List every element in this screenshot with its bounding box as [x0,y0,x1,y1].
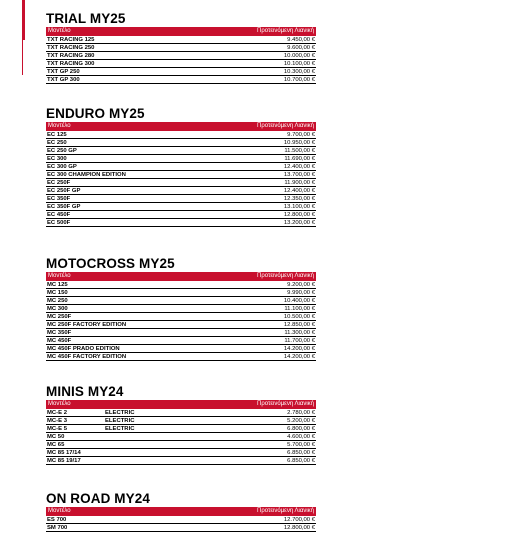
model-price: 14.200,00 € [283,346,315,352]
model-name: MC-E 5 [47,426,67,432]
table-row [46,409,316,417]
table-row [46,297,316,305]
model-price: 12.800,00 € [283,212,315,218]
column-header-model: Μοντέλο [48,28,71,34]
model-name: SM 700 [47,525,68,531]
model-name: MC 85 19/17 [47,458,81,464]
model-name: MC 85 17/14 [47,450,81,456]
table-header [46,507,316,516]
table-header [46,27,316,36]
section-2 [46,256,316,361]
table-row [46,179,316,187]
table-row [46,36,316,44]
table-row [46,219,316,227]
model-price: 4.600,00 € [287,434,315,440]
table-row [46,52,316,60]
model-name: TXT RACING 300 [47,61,95,67]
model-price: 11.500,00 € [284,148,315,154]
column-header-price: Προτεινόμενη Λιανική [257,273,314,279]
model-name: TXT GP 250 [47,69,80,75]
table-row [46,417,316,425]
column-header-price: Προτεινόμενη Λιανική [257,28,314,34]
model-name: MC 450F [47,338,72,344]
model-price: 10.400,00 € [283,298,315,304]
model-price: 6.850,00 € [287,450,315,456]
section-title: MOTOCROSS MY25 [46,256,175,271]
section-title: MINIS MY24 [46,384,124,399]
table-row [46,131,316,139]
section-0 [46,11,316,84]
model-name: EC 250F [47,180,71,186]
model-name: EC 250 GP [47,148,77,154]
model-name: EC 300 GP [47,164,77,170]
model-name: EC 125 [47,132,67,138]
model-price: 13.100,00 € [283,204,315,210]
column-header-model: Μοντέλο [48,401,71,407]
model-price: 13.200,00 € [283,220,315,226]
table-row [46,516,316,524]
column-header-model: Μοντέλο [48,123,71,129]
model-name: TXT RACING 250 [47,45,95,51]
model-price: 5.700,00 € [287,442,315,448]
table-header [46,122,316,131]
column-header-price: Προτεινόμενη Λιανική [257,508,314,514]
table-header [46,400,316,409]
table-row [46,211,316,219]
model-name: ES 700 [47,517,67,523]
table-header [46,272,316,281]
model-name: EC 300 [47,156,67,162]
table-row [46,139,316,147]
model-name: MC 350F [47,330,72,336]
model-price: 12.350,00 € [283,196,315,202]
table-row [46,203,316,211]
section-title: TRIAL MY25 [46,11,126,26]
section-title: ON ROAD MY24 [46,491,150,506]
model-price: 2.780,00 € [287,410,315,416]
model-price: 6.850,00 € [287,458,315,464]
model-name: EC 250 [47,140,67,146]
table-row [46,313,316,321]
table-row [46,441,316,449]
model-type: ELECTRIC [105,410,135,416]
model-name: TXT GP 300 [47,77,80,83]
model-name: MC 250F [47,314,72,320]
table-row [46,163,316,171]
model-name: MC 250 [47,298,68,304]
table-row [46,60,316,68]
model-price: 11.900,00 € [284,180,315,186]
table-row [46,68,316,76]
table-row [46,281,316,289]
table-row [46,155,316,163]
model-price: 11.690,00 € [284,156,315,162]
model-name: MC 450F FACTORY EDITION [47,354,127,360]
model-price: 11.100,00 € [284,306,315,312]
model-price: 9.700,00 € [287,132,315,138]
model-price: 11.700,00 € [284,338,315,344]
model-name: MC 250F FACTORY EDITION [47,322,127,328]
table-row [46,425,316,433]
model-price: 12.800,00 € [283,525,315,531]
table-row [46,321,316,329]
table-row [46,76,316,84]
table-row [46,433,316,441]
model-price: 9.600,00 € [287,45,315,51]
table-row [46,289,316,297]
table-row [46,195,316,203]
model-name: EC 350F [47,196,71,202]
model-name: EC 300 CHAMPION EDITION [47,172,126,178]
model-name: MC 125 [47,282,68,288]
table-row [46,345,316,353]
model-name: MC 300 [47,306,68,312]
column-header-price: Προτεινόμενη Λιανική [257,401,314,407]
model-price: 10.000,00 € [283,53,315,59]
model-price: 9.450,00 € [287,37,315,43]
model-price: 10.100,00 € [283,61,315,67]
model-name: MC 65 [47,442,65,448]
table-row [46,329,316,337]
model-name: MC-E 2 [47,410,67,416]
model-price: 9.200,00 € [287,282,315,288]
model-price: 13.700,00 € [283,172,315,178]
model-price: 9.990,00 € [287,290,315,296]
model-price: 12.850,00 € [283,322,315,328]
model-price: 10.300,00 € [283,69,315,75]
section-4 [46,491,316,532]
section-3 [46,384,316,465]
model-name: MC 50 [47,434,65,440]
model-price: 10.500,00 € [283,314,315,320]
table-row [46,171,316,179]
table-row [46,305,316,313]
table-row [46,449,316,457]
table-row [46,353,316,361]
model-price: 6.800,00 € [287,426,315,432]
model-name: EC 350F GP [47,204,81,210]
table-row [46,524,316,532]
model-price: 12.700,00 € [283,517,315,523]
column-header-model: Μοντέλο [48,273,71,279]
model-name: MC 150 [47,290,68,296]
model-name: EC 450F [47,212,71,218]
model-price: 10.950,00 € [283,140,315,146]
model-price: 12.400,00 € [283,164,315,170]
accent-bar [22,0,25,40]
model-name: EC 500F [47,220,71,226]
table-row [46,187,316,195]
model-name: TXT RACING 280 [47,53,95,59]
section-title: ENDURO MY25 [46,106,145,121]
table-row [46,337,316,345]
model-price: 11.300,00 € [284,330,315,336]
model-price: 14.200,00 € [283,354,315,360]
model-name: TXT RACING 125 [47,37,95,43]
model-type: ELECTRIC [105,426,135,432]
column-header-model: Μοντέλο [48,508,71,514]
table-row [46,44,316,52]
model-name: MC-E 3 [47,418,67,424]
model-type: ELECTRIC [105,418,135,424]
table-row [46,457,316,465]
section-1 [46,106,316,227]
model-price: 10.700,00 € [283,77,315,83]
column-header-price: Προτεινόμενη Λιανική [257,123,314,129]
model-price: 12.400,00 € [283,188,315,194]
model-name: EC 250F GP [47,188,81,194]
model-name: MC 450F PRADO EDITION [47,346,120,352]
model-price: 5.200,00 € [287,418,315,424]
table-row [46,147,316,155]
